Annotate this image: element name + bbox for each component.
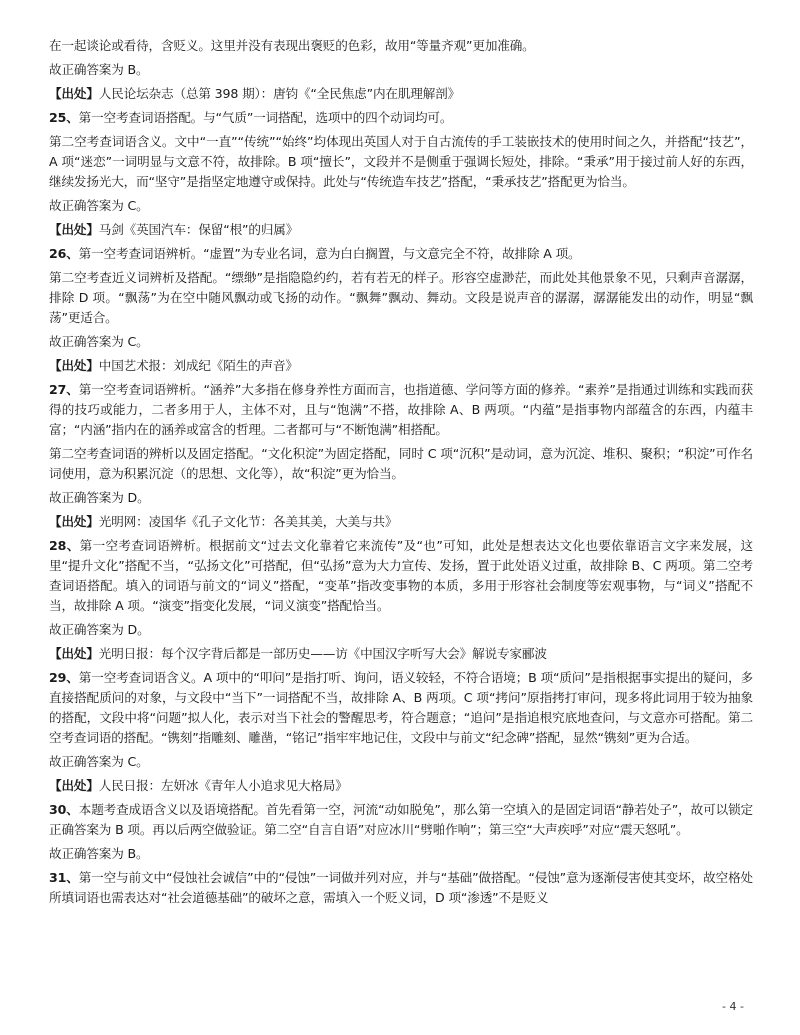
question-text: 本题考查成语含义以及语境搭配。首先看第一空，河流“动如脱兔”，那么第一空填入的是固定词语“静若处子”，故可以锁定正确答案为 B 项。再以后两空做验证。第二空“自言自语”对应冰川“劈啪作响”；第三空“大声疾呼”对应“震天怒吼”。 — [49, 802, 753, 837]
source-text: 中国艺术报：刘成纪《陌生的声音》 — [98, 358, 298, 373]
question-31-paragraph — [49, 868, 753, 908]
source-line — [49, 512, 753, 532]
source-text: 人民日报：左妍冰《青年人小追求见大格局》 — [98, 778, 348, 793]
question-text: 第一空考查词语辨析。“虚置”为专业名词，意为白白搁置，与文意完全不符，故排除 A 项。 — [78, 246, 581, 261]
question-number: 29、 — [49, 670, 79, 685]
explanation-paragraph: 第二空考查词语含义。文中“一直”“传统”“始终”均体现出英国人对于自古流传的手工装嵌技术的使用时间之久，并搭配“技艺”，A 项“迷恋”一词明显与文意不符，故排除。B 项“擅长”，文段并不是侧重于强调长短处，排除。“秉承”用于接过前人好的东西，继续发扬光大，而“坚守”是指坚定地遵守或保持。此处与“传统造车技艺”搭配，“秉承技艺”搭配更为恰当。 — [49, 134, 753, 189]
source-tag: 【出处】 — [49, 222, 99, 237]
explanation-paragraph: 第二空考查近义词辨析及搭配。“缥缈”是指隐隐约约，若有若无的样子。形容空虚渺茫，而此处其他景象不见，只剩声音潺潺，排除 D 项。“飘荡”为在空中随风飘动或飞扬的动作。“飘舞”飘动、舞动。文段是说声音的潺潺，潺潺能发出的动作，明显“飘荡”更适合。 — [49, 270, 753, 325]
source-text: 光明日报：每个汉字背后都是一部历史——访《中国汉字听写大会》解说专家郦波 — [98, 646, 547, 661]
explanation-paragraph: 第二空考查词语的辨析以及固定搭配。“文化积淀”为固定搭配，同时 C 项“沉积”是动词，意为沉淀、堆积、聚积；“积淀”可作名词使用，意为积累沉淀（的思想、文化等），故“积淀”更为恰当。 — [49, 446, 753, 481]
question-text: 第一空考查词语辨析。“涵养”大多指在修身养性方面而言，也指道德、学问等方面的修养。“素养”是指通过训练和实践而获得的技巧或能力，二者多用于人，主体不对，且与“饱满”不搭，故排除 A、B 两项。“内蕴”是指事物内部蕴含的东西，内蕴丰富；“内涵”指内在的涵养或富含的哲理。二者都可与“不断饱满”相搭配。 — [49, 382, 753, 437]
question-number: 30、 — [49, 802, 79, 817]
source-line — [49, 356, 753, 376]
answer-line: 故正确答案为 C。 — [49, 754, 149, 769]
document-page — [49, 36, 753, 908]
question-27-paragraph — [49, 380, 753, 440]
question-29-paragraph — [49, 668, 753, 748]
question-number: 27、 — [49, 382, 79, 397]
question-number: 25、 — [49, 110, 79, 125]
source-tag: 【出处】 — [49, 514, 99, 529]
question-text: 第一空考查词语含义。A 项中的“叩问”是指打听、询问，语义较轻，不符合语境；B 项“质问”是指根据事实提出的疑问，多直接搭配质问的对象，与文段中“当下”一词搭配不当，故排除 A、B 两项。C 项“拷问”原指拷打审问，现多将此词用于较为抽象的搭配，文段中将“问题”拟人化，表示对当下社会的警醒思考，符合题意；“追问”是指追根究底地查问，与文意亦可搭配。第二空考查词语的搭配。“镌刻”指雕刻、雕凿，“铭记”指牢牢地记住，文段中与前文“纪念碑”搭配，显然“镌刻”更为合适。 — [49, 670, 753, 745]
source-line — [49, 220, 753, 240]
source-line — [49, 84, 753, 104]
answer-line: 故正确答案为 C。 — [49, 334, 149, 349]
question-30-paragraph — [49, 800, 753, 840]
source-text: 马剑《英国汽车：保留“根”的归属》 — [98, 222, 299, 237]
answer-line: 故正确答案为 D。 — [49, 490, 150, 505]
answer-line: 故正确答案为 B。 — [49, 62, 149, 77]
question-number: 26、 — [49, 246, 79, 261]
source-tag: 【出处】 — [49, 778, 99, 793]
source-text: 人民论坛杂志（总第 398 期）：唐钧《“全民焦虑”内在肌理解剖》 — [98, 86, 461, 101]
page-number: - 4 - — [722, 1000, 744, 1013]
question-25-heading — [49, 108, 753, 128]
answer-line: 故正确答案为 C。 — [49, 198, 149, 213]
question-number: 31、 — [49, 870, 79, 885]
question-text: 第一空考查词语辨析。根据前文“过去文化靠着它来流传”及“也”可知，此处是想表达文化也要依靠语言文字来发展，这里“提升文化”搭配不当，“弘扬文化”可搭配，但“弘扬”意为大力宣传、发扬，置于此处语义过重，故排除 B、C 两项。第二空考查词语搭配。填入的词语与前文的“词义”搭配，“变革”指改变事物的本质，多用于形容社会制度等宏观事物，与“词义”搭配不当，故排除 A 项。“演变”指变化发展，“词义演变”搭配恰当。 — [49, 538, 753, 613]
source-tag: 【出处】 — [49, 646, 99, 661]
question-text: 第一空考查词语搭配。与“气质”一词搭配，选项中的四个动词均可。 — [78, 110, 453, 125]
question-26-heading — [49, 244, 753, 264]
source-tag: 【出处】 — [49, 358, 99, 373]
question-number: 28、 — [49, 538, 80, 553]
source-tag: 【出处】 — [49, 86, 99, 101]
text-line: 在一起谈论或看待，含贬义。这里并没有表现出褒贬的色彩，故用“等量齐观”更加准确。 — [49, 38, 535, 53]
answer-line: 故正确答案为 B。 — [49, 846, 149, 861]
source-line — [49, 644, 753, 664]
question-28-paragraph — [49, 536, 753, 616]
question-text: 第一空与前文中“侵蚀社会诚信”中的“侵蚀”一词做并列对应，并与“基础”做搭配。“侵蚀”意为逐渐侵害使其变坏，故空格处所填词语也需表达对“社会道德基础”的破坏之意，需填入一个贬义词，D 项“渗透”不是贬义 — [49, 870, 754, 905]
source-line — [49, 776, 753, 796]
source-text: 光明网：凌国华《孔子文化节：各美其美，大美与共》 — [98, 514, 398, 529]
answer-line: 故正确答案为 D。 — [49, 622, 150, 637]
